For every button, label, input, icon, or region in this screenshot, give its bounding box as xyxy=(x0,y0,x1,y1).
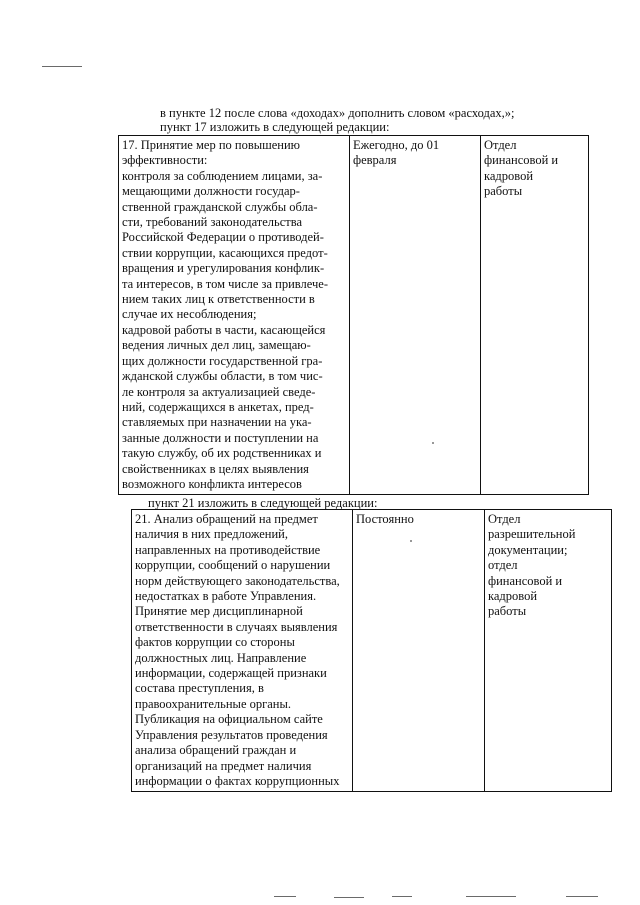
scan-mark-bottom xyxy=(334,897,364,898)
deadline-cell: Ежегодно, до 01 февраля xyxy=(350,136,481,495)
intro-paragraph-21: пункт 21 изложить в следующей редакции: xyxy=(148,496,378,510)
scan-mark-bottom xyxy=(466,896,516,897)
measure-cell: 21. Анализ обращений на предмет наличия в них предложений, направленных на противодействие коррупции, сообщений о нарушении норм действующего законодательства, недостатках в работе Управления. Принятие мер дисциплинарной ответственности в случаях выявления фактов коррупции со стороны должностных лиц. Направление информации, содержащей признаки состава преступления, в правоохранительные органы. Публикация на официальном сайте Управления результатов проведения анализа обращений граждан и организаций на предмет наличия информации о фактах коррупционных xyxy=(132,510,353,792)
scan-mark-bottom xyxy=(566,896,598,897)
scan-mark-top xyxy=(42,66,82,67)
measures-table-item-17 xyxy=(118,135,589,495)
measures-table-item-21 xyxy=(131,509,612,792)
table-row xyxy=(132,510,612,792)
intro-paragraph-17: пункт 17 изложить в следующей редакции: xyxy=(160,120,390,134)
table-row xyxy=(119,136,589,495)
scan-mark-bottom xyxy=(274,896,296,897)
deadline-cell: Постоянно xyxy=(353,510,485,792)
measure-cell: 17. Принятие мер по повышению эффективности: контроля за соблюдением лицами, за- мещающими должности государ- ственной гражданской службы обла- сти, требований законодательства Российской Федерации о противодей- ствии коррупции, касающихся предот- вращения и урегулирования конфлик- та интересов, в том числе за привлече- нием таких лиц к ответственности в случае их несоблюдения; кадровой работы в части, касающейся ведения личных дел лиц, замещаю- щих должности государственной гра- жданской службы области, в том чис- ле контроля за актуализацией сведе- ний, содержащихся в анкетах, пред- ставляемых при назначении на ука- занные должности и поступлении на такую службу, об их родственниках и свойственниках в целях выявления возможного конфликта интересов xyxy=(119,136,350,495)
responsible-cell: Отдел финансовой и кадровой работы xyxy=(481,136,589,495)
scan-mark-bottom xyxy=(392,896,412,897)
intro-paragraph-12: в пункте 12 после слова «доходах» дополнить словом «расходах,»; xyxy=(160,106,515,120)
responsible-cell: Отдел разрешительной документации; отдел финансовой и кадровой работы xyxy=(485,510,612,792)
